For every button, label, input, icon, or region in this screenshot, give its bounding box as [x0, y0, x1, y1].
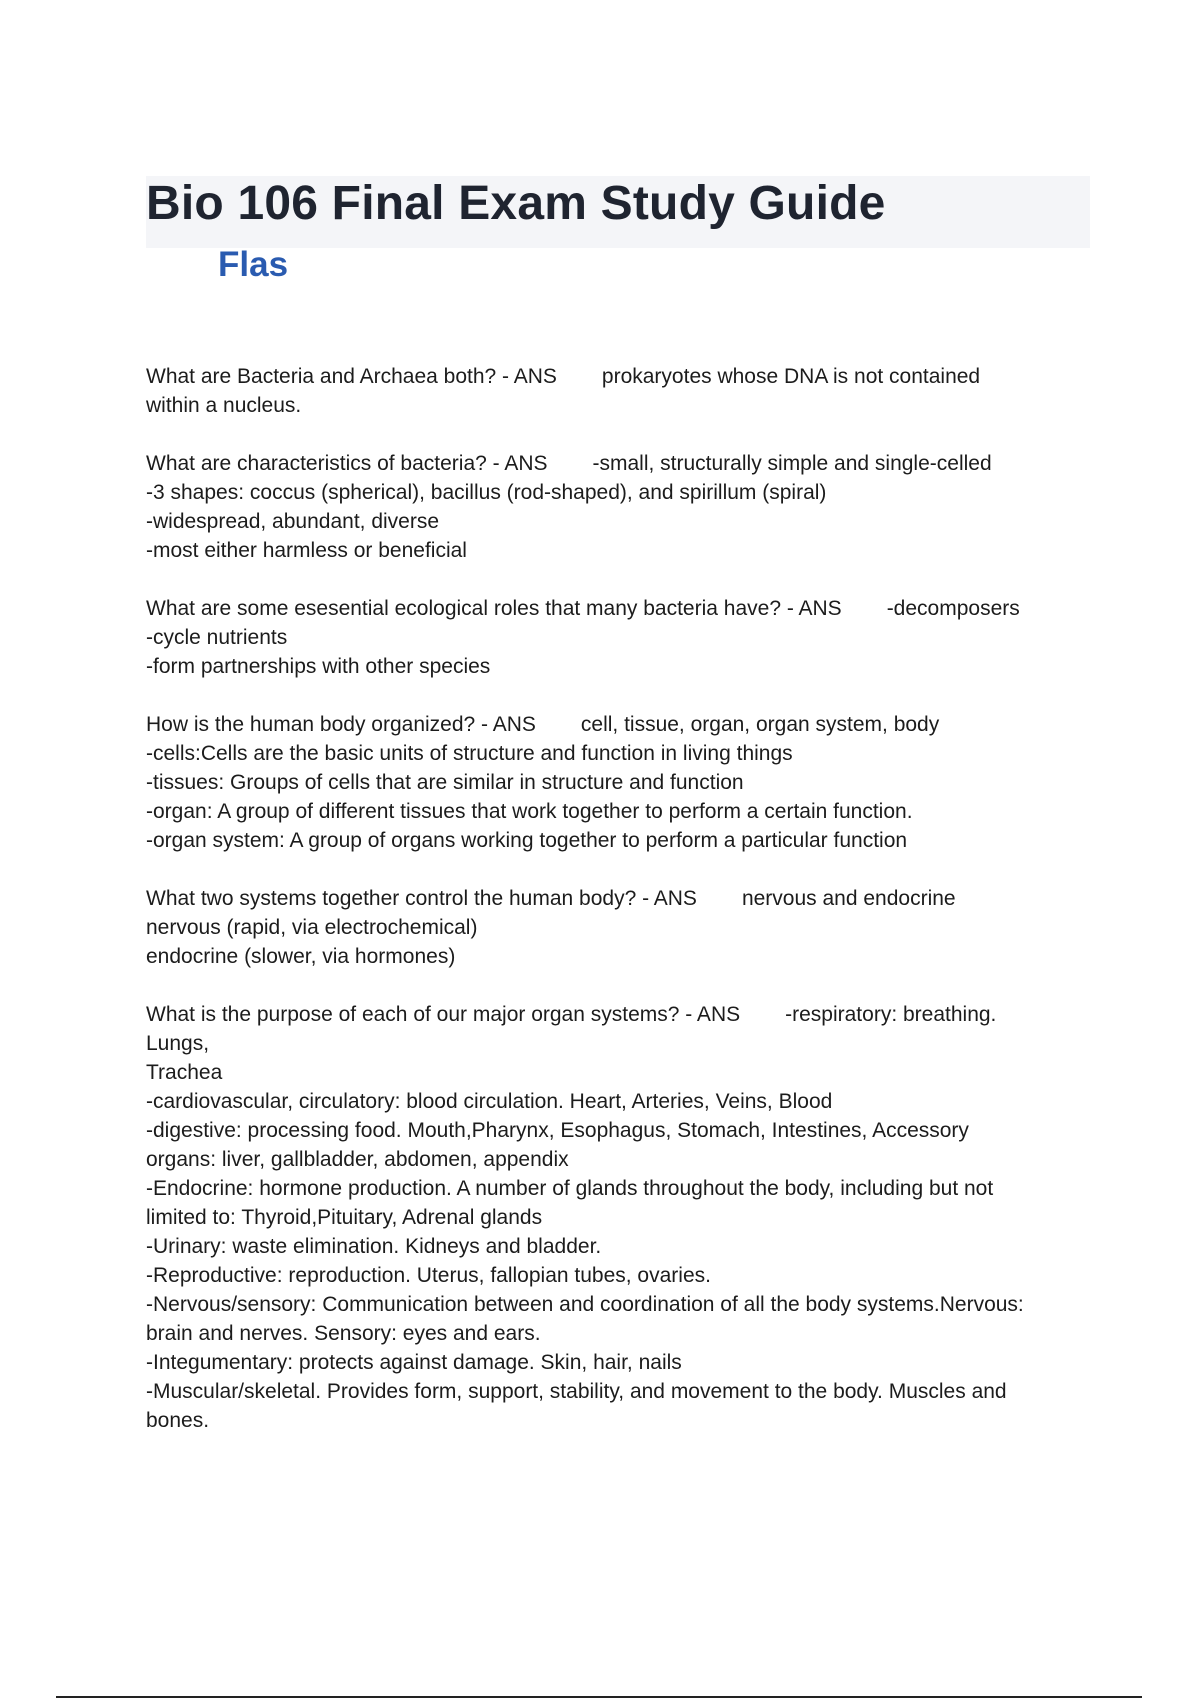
answer-line: -organ: A group of different tissues that work together to perform a certain function. [146, 800, 913, 823]
answer-line: bones. [146, 1409, 210, 1432]
answer-line: -widespread, abundant, diverse [146, 510, 440, 533]
answer-line: -most either harmless or beneficial [146, 539, 467, 562]
answer-line: -cells:Cells are the basic units of structure and function in living things [146, 742, 793, 765]
answer-line: -cycle nutrients [146, 626, 288, 649]
qa-entry [146, 1000, 1086, 1435]
page-title: Bio 106 Final Exam Study Guide [146, 177, 886, 230]
qa-first-line [146, 1000, 1086, 1029]
answer-line: nervous (rapid, via electrochemical) [146, 916, 478, 939]
qa-entry [146, 884, 1086, 971]
answer-text: -small, structurally simple and single-celled [592, 452, 992, 475]
answer-line: endocrine (slower, via hormones) [146, 945, 456, 968]
question-text: What are some esesential ecological roles that many bacteria have? - ANS [146, 597, 842, 620]
qa-first-line [146, 594, 1086, 623]
qa-list [146, 362, 1086, 1464]
answer-line: organs: liver, gallbladder, abdomen, appendix [146, 1148, 569, 1171]
answer-line: brain and nerves. Sensory: eyes and ears. [146, 1322, 541, 1345]
qa-entry [146, 710, 1086, 855]
qa-entry [146, 594, 1086, 681]
qa-first-line [146, 362, 1086, 391]
qa-first-line [146, 449, 1086, 478]
answer-line: -Nervous/sensory: Communication between and coordination of all the body systems.Nervous: [146, 1293, 1024, 1316]
answer-text: -decomposers [886, 597, 1020, 620]
page-subtitle: Flas [218, 245, 289, 284]
answer-line: -tissues: Groups of cells that are similar in structure and function [146, 771, 744, 794]
answer-text: prokaryotes whose DNA is not contained [601, 365, 981, 388]
answer-line: Trachea [146, 1061, 223, 1084]
answer-line: -Urinary: waste elimination. Kidneys and bladder. [146, 1235, 602, 1258]
answer-line: -Muscular/skeletal. Provides form, support, stability, and movement to the body. Muscles and [146, 1380, 1007, 1403]
answer-line: -Reproductive: reproduction. Uterus, fallopian tubes, ovaries. [146, 1264, 711, 1287]
answer-text: cell, tissue, organ, organ system, body [580, 713, 940, 736]
qa-entry [146, 449, 1086, 565]
qa-first-line [146, 884, 1086, 913]
answer-line: -form partnerships with other species [146, 655, 491, 678]
answer-line: -Endocrine: hormone production. A number of glands throughout the body, including but not [146, 1177, 994, 1200]
answer-line: Lungs, [146, 1032, 210, 1055]
answer-line: limited to: Thyroid,Pituitary, Adrenal glands [146, 1206, 543, 1229]
answer-text: -respiratory: breathing. [785, 1003, 997, 1026]
question-text: What two systems together control the human body? - ANS [146, 887, 697, 910]
answer-line: -Integumentary: protects against damage. Skin, hair, nails [146, 1351, 682, 1374]
answer-line: -digestive: processing food. Mouth,Pharynx, Esophagus, Stomach, Intestines, Accessory [146, 1119, 969, 1142]
question-text: How is the human body organized? - ANS [146, 713, 536, 736]
answer-line: -3 shapes: coccus (spherical), bacillus (rod-shaped), and spirillum (spiral) [146, 481, 827, 504]
footer-divider [56, 1696, 1142, 1698]
question-text: What are characteristics of bacteria? - ANS [146, 452, 548, 475]
qa-entry [146, 362, 1086, 420]
answer-line: -cardiovascular, circulatory: blood circulation. Heart, Arteries, Veins, Blood [146, 1090, 833, 1113]
answer-line: within a nucleus. [146, 394, 302, 417]
qa-first-line [146, 710, 1086, 739]
answer-text: nervous and endocrine [741, 887, 956, 910]
question-text: What is the purpose of each of our major organ systems? - ANS [146, 1003, 741, 1026]
answer-line: -organ system: A group of organs working together to perform a particular function [146, 829, 908, 852]
question-text: What are Bacteria and Archaea both? - ANS [146, 365, 557, 388]
